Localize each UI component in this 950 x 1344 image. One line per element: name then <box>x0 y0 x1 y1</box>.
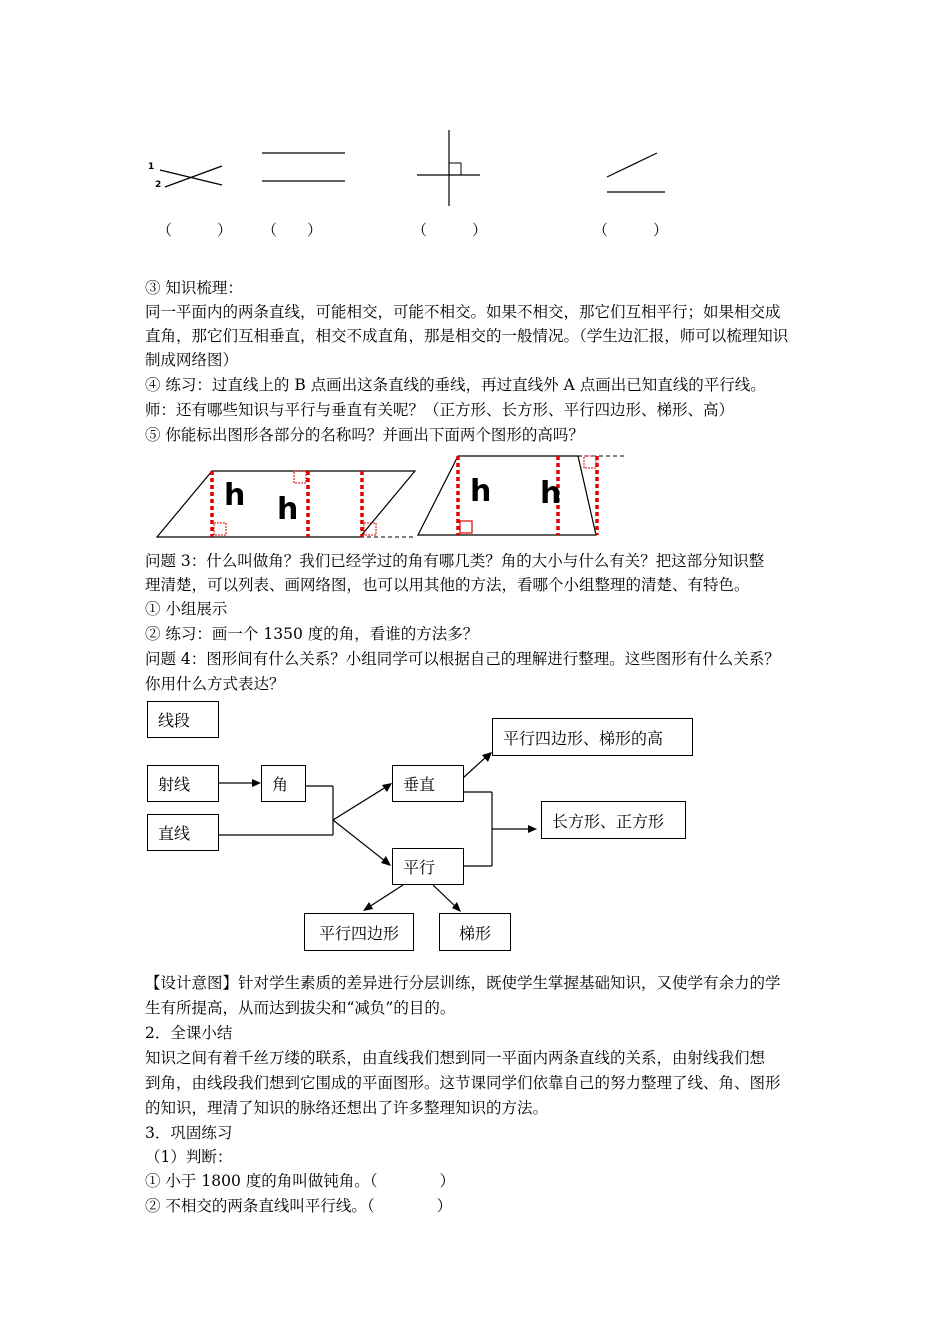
section4-teacher: 师：还有哪些知识与平行与垂直有关呢？（正方形、长方形、平行四边形、梯形、高） <box>145 401 735 419</box>
right-angle-mark-2 <box>294 471 306 483</box>
section3-para-line3: 制成网络图） <box>145 351 239 369</box>
answer-blank-3[interactable]: （ ） <box>412 221 488 239</box>
height-label-3: h <box>470 474 492 509</box>
section3-para-line2: 直角，那它们互相垂直，相交不成直角，那是相交的一般情况。（学生边汇报，师可以梳理知识 <box>145 327 789 345</box>
section4-exercise: ④ 练习：过直线上的 B 点画出这条直线的垂线，再过直线外 A 点画出已知直线的平行线。 <box>145 376 766 394</box>
box-rect-square: 长方形、正方形 <box>541 801 686 839</box>
section3-para-line1: 同一平面内的两条直线，可能相交，可能不相交。如果不相交，那它们互相平行；如果相交成 <box>145 303 781 321</box>
answer-blank-4[interactable]: （ ） <box>593 221 669 239</box>
intersecting-line-2 <box>165 166 222 187</box>
height-label-4: h <box>540 476 562 511</box>
answer-blank-2[interactable]: （ ） <box>262 221 323 239</box>
section5-question: ⑤ 你能标出图形各部分的名称吗？并画出下面两个图形的高吗？ <box>145 426 584 444</box>
practice-q1: ① 小于 1800 度的角叫做钝角。（ ） <box>145 1172 455 1190</box>
summary-line2: 到角，由线段我们想到它围成的平面图形。这节课同学们依靠自己的努力整理了线、角、图形 <box>145 1074 781 1092</box>
box-ray: 射线 <box>147 765 219 802</box>
answer-blank-1[interactable]: （ ） <box>157 221 233 239</box>
slanted-line <box>607 153 657 177</box>
right-angle-mark-5 <box>584 456 596 468</box>
section3-title: ③ 知识梳理： <box>145 279 243 297</box>
box-parallelogram: 平行四边形 <box>304 913 414 951</box>
right-angle-mark-1 <box>214 523 226 535</box>
height-label-2: h <box>277 492 299 527</box>
summary-line1: 知识之间有着千丝万缕的联系，由直线我们想到同一平面内两条直线的关系，由射线我们想 <box>145 1049 766 1067</box>
box-perpendicular: 垂直 <box>392 765 464 802</box>
box-segment: 线段 <box>147 701 219 738</box>
question3-line4: ② 练习：画一个 1350 度的角，看谁的方法多？ <box>145 625 479 643</box>
question3-line2: 理清楚，可以列表、画网络图，也可以用其他的方法，看哪个小组整理的清楚、有特色。 <box>145 576 750 594</box>
practice-sub: （1）判断： <box>145 1148 233 1166</box>
line-label-1: 1 <box>148 162 155 172</box>
design-intent-line2: 生有所提高，从而达到拔尖和“减负”的目的。 <box>145 999 456 1017</box>
practice-heading: 3．巩固练习 <box>145 1124 233 1142</box>
practice-q2: ② 不相交的两条直线叫平行线。（ ） <box>145 1197 453 1215</box>
question4-line2: 你用什么方式表达？ <box>145 675 285 693</box>
question3-line3: ① 小组展示 <box>145 600 228 618</box>
right-angle-mark <box>449 163 461 175</box>
box-angle: 角 <box>261 765 306 802</box>
summary-heading: 2．全课小结 <box>145 1024 233 1042</box>
trapezoid-figure <box>418 456 625 535</box>
box-heights: 平行四边形、梯形的高 <box>492 718 693 756</box>
design-intent-line1: 【设计意图】针对学生素质的差异进行分层训练，既使学生掌握基础知识，又使学有余力的学 <box>145 974 781 992</box>
box-parallel: 平行 <box>392 848 464 885</box>
height-label-1: h <box>224 478 246 513</box>
question3-line1: 问题 3：什么叫做角？我们已经学过的角有哪几类？角的大小与什么有关？把这部分知识整 <box>145 552 765 570</box>
right-angle-mark-4 <box>460 521 472 533</box>
line-label-2: 2 <box>155 180 162 190</box>
box-trapezoid: 梯形 <box>439 913 511 951</box>
summary-line3: 的知识，理清了知识的脉络还想出了许多整理知识的方法。 <box>145 1099 549 1117</box>
box-line: 直线 <box>147 814 219 851</box>
trapezoid-shape <box>418 456 596 535</box>
question4-line1: 问题 4：图形间有什么关系？小组同学可以根据自己的理解进行整理。这些图形有什么关系？ <box>145 650 780 668</box>
